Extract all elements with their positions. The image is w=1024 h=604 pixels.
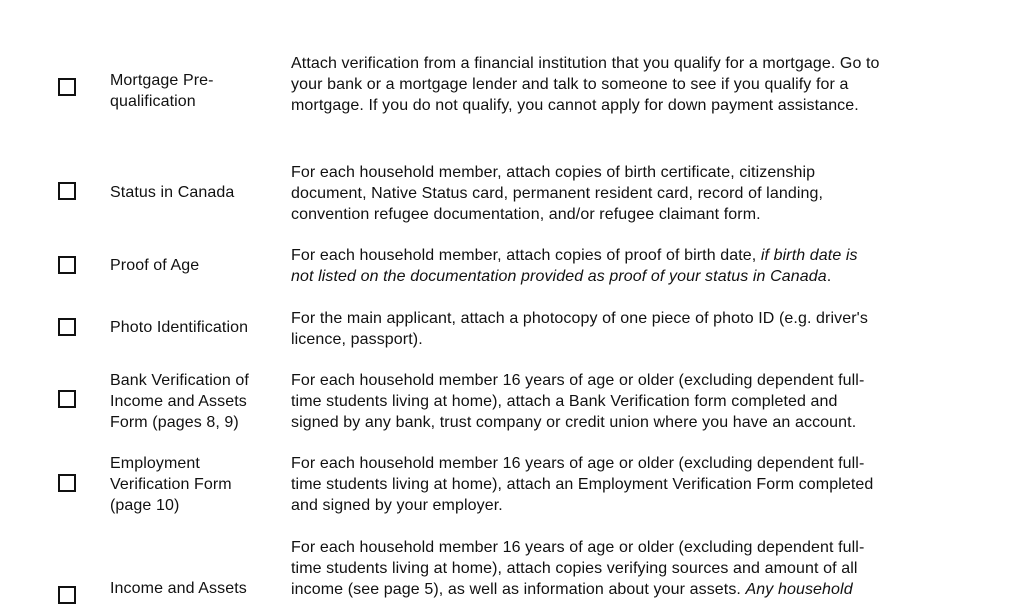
desc-line: licence, passport). bbox=[291, 331, 423, 348]
desc-line: time students living at home), attach an Employment Verification Form completed bbox=[291, 476, 874, 493]
desc-italic: if birth date is bbox=[760, 247, 858, 264]
mortgage-checkbox[interactable] bbox=[58, 78, 76, 96]
mortgage-description bbox=[291, 53, 981, 116]
employment-label bbox=[110, 453, 282, 516]
desc-line: For each household member 16 years of age or older (excluding dependent full- bbox=[291, 372, 865, 389]
label-line: Income and Assets bbox=[110, 393, 247, 410]
desc-line: For each household member 16 years of age or older (excluding dependent full- bbox=[291, 539, 865, 556]
employment-checkbox[interactable] bbox=[58, 474, 76, 492]
label-line: Proof of Age bbox=[110, 257, 200, 274]
label-line: Mortgage Pre- bbox=[110, 72, 214, 89]
age-checkbox[interactable] bbox=[58, 256, 76, 274]
desc-line: convention refugee documentation, and/or refugee claimant form. bbox=[291, 206, 761, 223]
label-line: (page 10) bbox=[110, 497, 180, 514]
desc-line bbox=[291, 266, 981, 287]
mortgage-label bbox=[110, 70, 282, 112]
photo-id-checkbox[interactable] bbox=[58, 318, 76, 336]
desc-line: your bank or a mortgage lender and talk to someone to see if you qualify for a bbox=[291, 76, 849, 93]
desc-line bbox=[291, 245, 981, 266]
label-line: Employment bbox=[110, 455, 200, 472]
status-description bbox=[291, 162, 981, 225]
desc-italic: not listed on the documentation provided as proof of your status in Canada bbox=[291, 268, 827, 285]
desc-line bbox=[291, 579, 981, 600]
status-label bbox=[110, 182, 282, 203]
photo-id-label bbox=[110, 317, 282, 338]
income-checkbox[interactable] bbox=[58, 586, 76, 604]
desc-line: time students living at home), attach a Bank Verification form completed and bbox=[291, 393, 838, 410]
label-line: Verification Form bbox=[110, 476, 232, 493]
income-description bbox=[291, 537, 981, 600]
desc-italic: Any household bbox=[745, 581, 853, 598]
bank-label bbox=[110, 370, 282, 433]
desc-line: For the main applicant, attach a photocopy of one piece of photo ID (e.g. driver's bbox=[291, 310, 868, 327]
desc-line: time students living at home), attach copies verifying sources and amount of all bbox=[291, 560, 858, 577]
bank-checkbox[interactable] bbox=[58, 390, 76, 408]
label-line: qualification bbox=[110, 93, 196, 110]
label-line: Photo Identification bbox=[110, 319, 249, 336]
desc-text: . bbox=[826, 268, 832, 285]
age-description bbox=[291, 245, 981, 287]
age-label bbox=[110, 255, 282, 276]
income-label bbox=[110, 578, 282, 599]
desc-line: Attach verification from a financial institution that you qualify for a mortgage. Go to bbox=[291, 55, 880, 72]
bank-description bbox=[291, 370, 981, 433]
desc-text: For each household member, attach copies of proof of birth date, bbox=[291, 247, 757, 264]
desc-text: income (see page 5), as well as information about your assets. bbox=[291, 581, 741, 598]
status-checkbox[interactable] bbox=[58, 182, 76, 200]
label-line: Form (pages 8, 9) bbox=[110, 414, 239, 431]
photo-id-description bbox=[291, 308, 981, 350]
desc-line: document, Native Status card, permanent resident card, record of landing, bbox=[291, 185, 824, 202]
employment-description bbox=[291, 453, 981, 516]
desc-line: mortgage. If you do not qualify, you cannot apply for down payment assistance. bbox=[291, 97, 859, 114]
desc-line: For each household member, attach copies of birth certificate, citizenship bbox=[291, 164, 816, 181]
label-line: Bank Verification of bbox=[110, 372, 249, 389]
desc-line: signed by any bank, trust company or credit union where you have an account. bbox=[291, 414, 857, 431]
desc-line: and signed by your employer. bbox=[291, 497, 503, 514]
label-line: Status in Canada bbox=[110, 184, 235, 201]
desc-line: For each household member 16 years of age or older (excluding dependent full- bbox=[291, 455, 865, 472]
label-line: Income and Assets bbox=[110, 580, 247, 597]
